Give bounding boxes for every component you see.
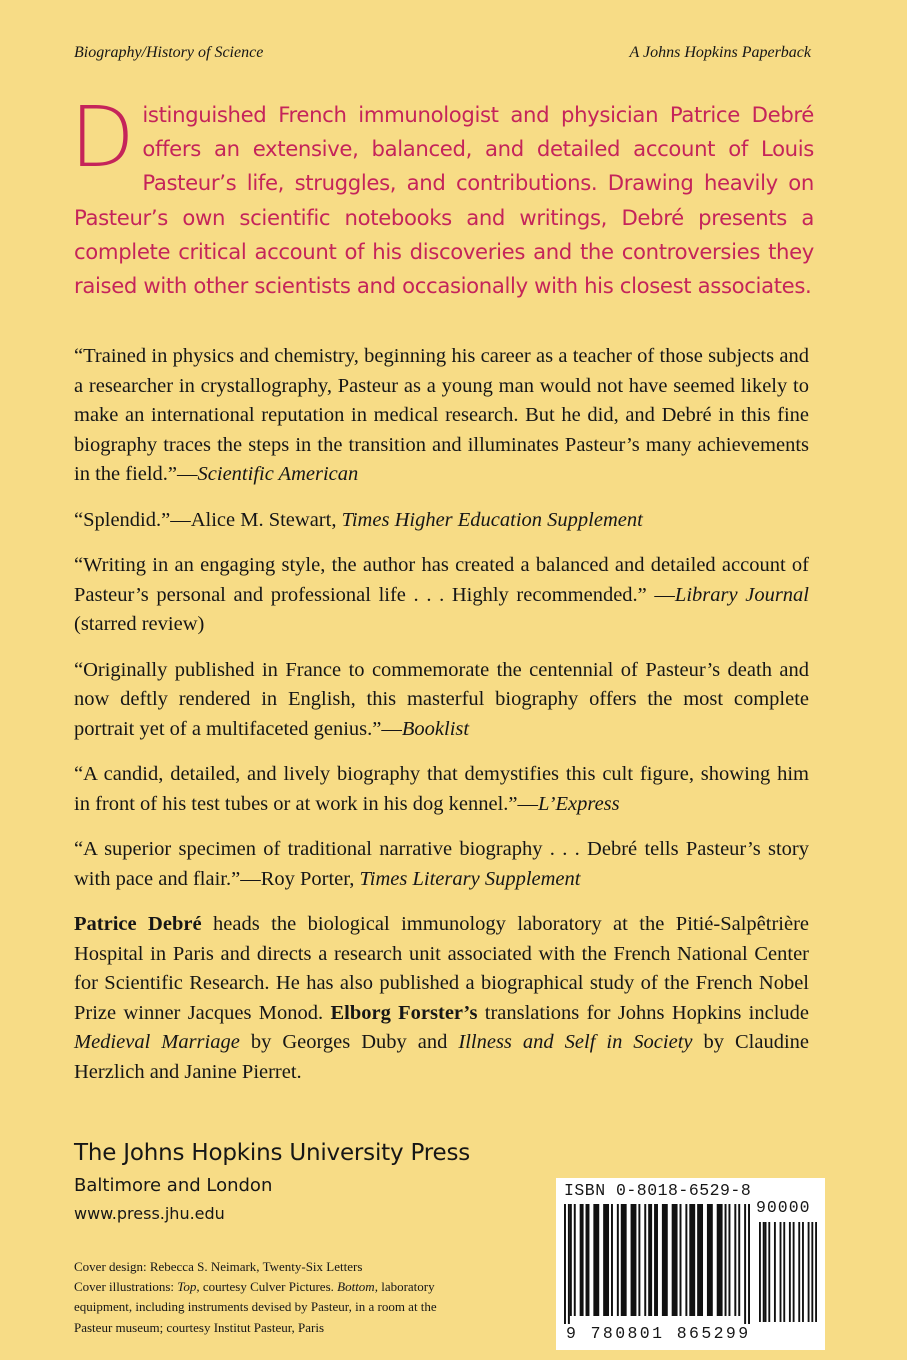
translator-name: Elborg Forster’s	[330, 1001, 478, 1024]
cover-credits	[74, 1257, 474, 1338]
barcode-bar	[774, 1222, 776, 1322]
quote-text: “Originally published in France to commemorate the centennial of Pasteur’s death and now deftly rendered in English, this masterful biography offers the most complete portrait yet of a multifaceted genius.”—	[74, 658, 809, 740]
review-quote	[74, 835, 809, 894]
barcode-bar	[783, 1222, 785, 1322]
barcode-bar	[815, 1222, 817, 1322]
quote-source: L’Express	[538, 792, 620, 815]
publisher-name: The Johns Hopkins University Press	[74, 1140, 471, 1166]
barcode-bar	[728, 1204, 730, 1316]
barcode-bar	[644, 1204, 646, 1316]
barcode-bar	[748, 1204, 750, 1324]
review-quote	[74, 342, 809, 490]
quote-text: “A candid, detailed, and lively biography that demystifies this cult figure, showing him in front of his test tubes or at work in his dog kennel.”—	[74, 763, 809, 815]
barcode-bar	[768, 1222, 770, 1322]
barcode-bar	[580, 1204, 584, 1316]
publisher-url: www.press.jhu.edu	[74, 1204, 225, 1223]
book-title: Medieval Marriage	[74, 1031, 240, 1053]
publisher-city: Baltimore and London	[74, 1175, 273, 1196]
quote-text: “Trained in physics and chemistry, beginning his career as a teacher of those subjects and a researcher in crystallography, Pasteur as a young man would not have seemed likely to make an international reputation in medical research. But he did, and Debré in this fine biography traces the steps in the transition and illuminates Pasteur’s many achievements in the field.”—	[74, 345, 809, 485]
barcode-bar	[672, 1204, 678, 1316]
barcode-bar	[802, 1222, 804, 1322]
category-label: Biography/History of Science	[74, 44, 264, 61]
series-label: A Johns Hopkins Paperback	[629, 44, 811, 61]
barcode-bar	[564, 1204, 566, 1324]
barcode-bar	[707, 1204, 713, 1316]
author-bio	[74, 910, 809, 1087]
barcode-bar	[654, 1204, 658, 1316]
cover-illustration-credit	[74, 1277, 474, 1338]
review-quote	[74, 551, 809, 640]
barcode-bar	[798, 1222, 800, 1322]
barcode-bar	[738, 1204, 740, 1316]
quote-source: Library Journal	[674, 583, 809, 606]
barcode-bar	[631, 1204, 637, 1316]
credit-top-label: Top,	[177, 1279, 200, 1295]
barcode-bar	[789, 1222, 791, 1322]
barcode-bar	[617, 1204, 619, 1316]
review-quote	[74, 760, 809, 819]
addon-barcode-bars	[759, 1222, 819, 1322]
publisher-block	[74, 1140, 470, 1223]
barcode-bar	[570, 1204, 572, 1316]
quote-source: Booklist	[401, 717, 470, 740]
review-section	[74, 342, 809, 1087]
credit-bottom-label: Bottom,	[337, 1279, 378, 1295]
bio-text: by Georges Duby and	[239, 1031, 459, 1053]
drop-cap: D	[70, 88, 135, 186]
barcode-bar	[638, 1204, 640, 1316]
barcode-bar	[744, 1204, 746, 1324]
review-quote	[74, 506, 809, 536]
author-name: Patrice Debré	[74, 913, 202, 935]
ean-barcode-bars	[564, 1204, 750, 1324]
intro-paragraph	[70, 88, 814, 303]
barcode-bar	[793, 1222, 795, 1322]
bio-text: by Claudine Herzlich and Janine Pierret.	[74, 1031, 809, 1083]
quote-text: “Splendid.”—Alice M. Stewart,	[74, 508, 342, 531]
barcode-bar	[734, 1204, 736, 1316]
barcode-bar	[697, 1204, 703, 1316]
barcode-bar	[689, 1204, 695, 1316]
barcode-bar	[648, 1204, 652, 1316]
barcode-bar	[811, 1222, 813, 1322]
barcode	[556, 1178, 825, 1350]
credit-label: Cover illustrations:	[74, 1279, 178, 1295]
quote-trail: (starred review)	[74, 613, 205, 635]
cover-design-credit: Cover design: Rebecca S. Neimark, Twenty-Six Letters	[74, 1259, 363, 1274]
barcode-bar	[808, 1222, 810, 1322]
barcode-bar	[763, 1222, 765, 1322]
barcode-bar	[662, 1204, 668, 1316]
quote-text: “A superior specimen of traditional narrative biography . . . Debré tells Pasteur’s story with pace and flair.”—Roy Porter,	[74, 838, 809, 890]
quote-text: “Writing in an engaging style, the author has created a balanced and detailed account of Pasteur’s personal and professional life . . . Highly recommended.” —	[74, 554, 809, 606]
barcode-bar	[621, 1204, 627, 1316]
barcode-bar	[759, 1222, 761, 1322]
barcode-bar	[574, 1204, 576, 1316]
barcode-bar	[765, 1222, 767, 1322]
book-title: Illness and Self in Society	[458, 1031, 693, 1053]
intro-text: istinguished French immunologist and physician Patrice Debré offers an extensive, balanced, and detailed account of Louis Pasteur’s life, struggles, and contributions. Drawing heavily on Pasteur’s own scientific notebooks and writings, Debré presents a complete critical account of his discoveries and the controversies they raised with other scientists and occasionally with his closest associates.	[74, 102, 814, 299]
credit-bottom-text: laboratory equipment, including instruments devised by Pasteur, in a room at the Pasteur museum; courtesy Institut Pasteur, Paris	[74, 1279, 437, 1335]
quote-source: Times Higher Education Supplement	[341, 508, 643, 531]
barcode-bar	[685, 1204, 687, 1316]
barcode-bar	[611, 1204, 613, 1316]
barcode-bar	[586, 1204, 590, 1316]
translator-bio-text: translations for Johns Hopkins include	[477, 1001, 809, 1024]
ean-number: 9 780801 865299	[566, 1324, 751, 1343]
barcode-bar	[717, 1204, 723, 1316]
review-quote	[74, 656, 809, 745]
quote-source: Scientific American	[197, 463, 359, 485]
barcode-bar	[603, 1204, 609, 1316]
barcode-bar	[593, 1204, 599, 1316]
barcode-bar	[780, 1222, 782, 1322]
barcode-bar	[568, 1204, 570, 1324]
barcode-bar	[680, 1204, 682, 1316]
quote-source: Times Literary Supplement	[359, 867, 581, 890]
isbn-text: ISBN 0-8018-6529-8	[564, 1181, 752, 1200]
author-bio-text: heads the biological immunology laboratory at the Pitié-Salpêtrière Hospital in Paris and directs a research unit associated with the French National Center for Scientific Research. He has also published a biographical study of the French Nobel Prize winner Jacques Monod.	[74, 913, 810, 1024]
credit-top-text: courtesy Culver Pictures.	[199, 1279, 338, 1295]
barcode-bar	[725, 1204, 727, 1316]
price-addon-text: 90000	[756, 1198, 811, 1217]
